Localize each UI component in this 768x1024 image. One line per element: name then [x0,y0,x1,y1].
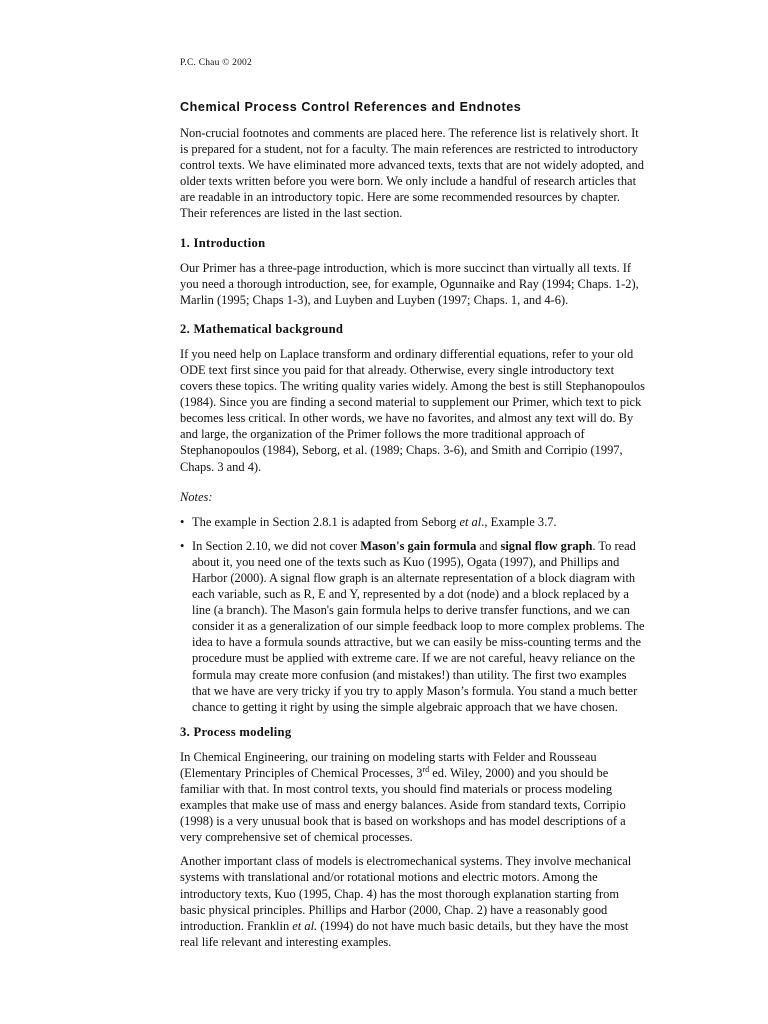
document-title: Chemical Process Control References and Endnotes [180,100,522,114]
notes-list [180,514,646,715]
note2-text-part1: In Section 2.10, we did not cover [192,538,361,553]
pm1-text-before: In Chemical Engineering, our training on modeling starts with Felder and Rousseau (Elementary Principles of Chemical Processes, 3 [180,749,597,780]
pm2-text-before: Another important class of models is electromechanical systems. They involve mechanical systems with translational and/or rotational motions and electric motors. Among the introductory texts, Kuo (1995, Chap. 4) has the most thorough explanation starting from basic physical principles. Phillips and Harbor (2000, Chap. 2) have a reasonably good introduction. Franklin [180,854,632,933]
bullet-icon: • [180,514,185,529]
note2-bold-masons-gain-formula: Mason's gain formula [360,538,477,553]
pm2-text-after: (1994) do not have much basic details, but they have the most real life relevant and interesting examples. [180,918,629,949]
process-modeling-paragraph-1 [180,749,646,846]
introduction-paragraph: Our Primer has a three-page introduction, which is more succinct than virtually all texts. If you need a thorough introduction, see, for example, Ogunnaike and Ray (1994; Chaps. 1-2), Marlin (1995; Chaps 1-3), and Luyben and Luyben (1997; Chaps. 1, and 4-6). [180,260,639,307]
document-body [180,100,646,958]
process-modeling-paragraph-2 [180,853,646,950]
section-heading-mathematical-background: 2. Mathematical background [180,321,344,336]
note2-text-part2: and [476,538,501,553]
note2-bold-signal-flow-graph: signal flow graph [500,538,593,553]
note-item-2 [180,538,646,715]
note-item-1 [180,514,646,530]
notes-label [180,489,646,505]
note1-text-after: ., Example 3.7. [481,514,557,529]
notes-label-colon: : [208,489,213,504]
mathematical-background-paragraph: If you need help on Laplace transform and ordinary differential equations, refer to your old ODE text first since you paid for that already. Otherwise, every single introductory text covers these topics. The writing quality varies widely. Among the best is still Stephanopoulos (1984). Since you are finding a second material to supplement our Primer, which text to pick becomes less critical. In other words, we have no favorites, and almost any text will do. By and large, the organization of the Primer follows the more traditional approach of Stephanopoulos (1984), Seborg, et al. (1989; Chaps. 3-6), and Smith and Corripio (1997, Chaps. 3 and 4). [180,346,645,474]
pm1-superscript: rd [422,764,430,774]
pm1-text-after: ed. Wiley, 2000) and you should be familiar with that. In most control texts, you should find materials or process modeling examples that make use of mass and energy balances. Aside from standard texts, Corripio (1998) is a very unusual book that is based on workshops and has model descriptions of a very comprehensive set of chemical processes. [180,765,626,845]
note1-text-before: The example in Section 2.8.1 is adapted from Seborg [192,514,460,529]
note2-text-part3: . To read about it, you need one of the texts such as Kuo (1995), Ogata (1997), and Phillips and Harbor (2000). A signal flow graph is an alternate representation of a block diagram with each variable, such as R, E and Y, represented by a dot (node) and a block replaced by a line (a branch). The Mason's gain formula helps to derive transfer functions, and we can consider it as a generalization of our simple feedback loop to more complex problems. The idea to have a formula sounds attractive, but we can easily be miss-counting terms and the procedure must be applied with extreme care. If we are not careful, heavy reliance on the formula may create more confusion (and mistakes!) than utility. The first two examples that we have are very tricky if you try to apply Mason’s formula. You stand a much better chance to getting it right by using the simple algebraic approach that we have chosen. [192,538,645,714]
note1-text-italic: et al [459,514,482,529]
notes-label-text: Notes [180,489,209,504]
section-heading-introduction: 1. Introduction [180,235,266,250]
intro-paragraph: Non-crucial footnotes and comments are placed here. The reference list is relatively short. It is prepared for a student, not for a faculty. The main references are restricted to introductory control texts. We have eliminated more advanced texts, texts that are not widely adopted, and older texts written before you were born. We only include a handful of research articles that are readable in an introductory topic. Here are some recommended resources by chapter. Their references are listed in the last section. [180,126,644,221]
running-head: P.C. Chau © 2002 [180,58,252,68]
bullet-icon: • [180,538,185,553]
pm2-text-italic: et al. [292,918,318,933]
section-heading-process-modeling: 3. Process modeling [180,724,292,739]
